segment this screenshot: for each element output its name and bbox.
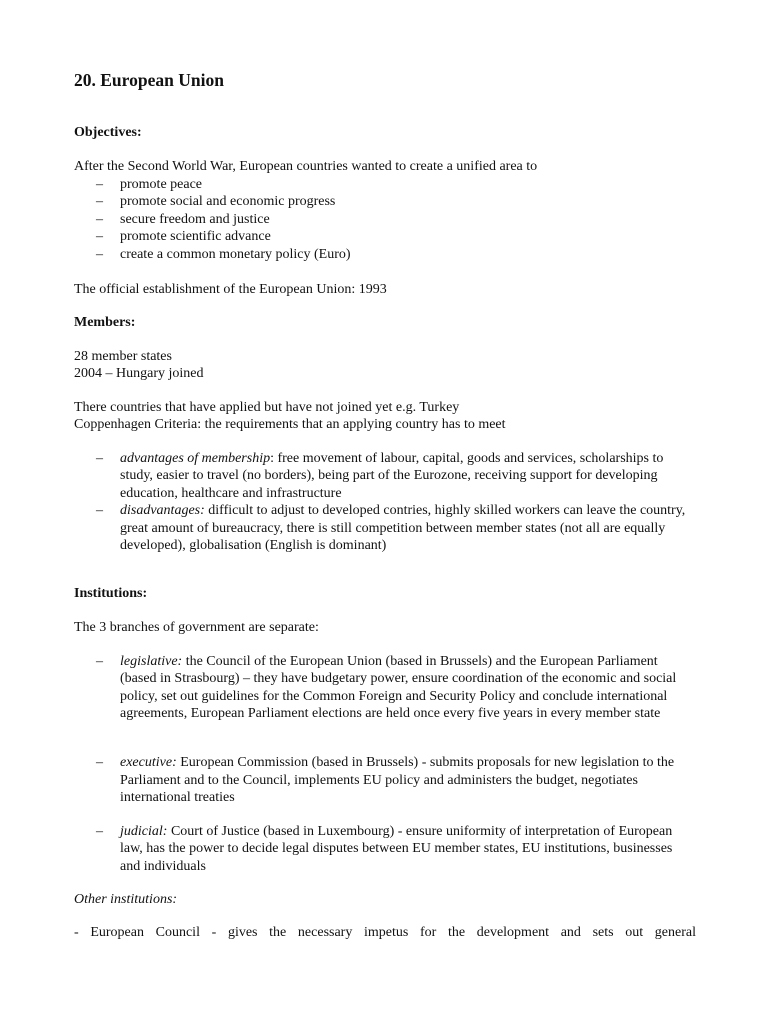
objectives-intro: After the Second World War, European countries wanted to create a unified area to	[74, 159, 538, 174]
objectives-list	[74, 176, 696, 264]
disadvantages-label: disadvantages:	[120, 503, 205, 518]
judicial-label: judicial:	[120, 823, 168, 839]
bullet-dash: –	[96, 653, 103, 669]
list-item: – promote social and economic progress	[96, 194, 336, 209]
hungary-joined: 2004 – Hungary joined	[74, 366, 204, 381]
page-title: 20. European Union	[74, 70, 224, 90]
list-item: – executive: European Commission (based in Brussels) - submits proposals for new legislation to the Parliament and to the Council, implements EU policy and administers the budget, negotiates international treaties	[96, 755, 675, 805]
list-item: – create a common monetary policy (Euro)	[96, 246, 351, 262]
institutions-intro: The 3 branches of government are separate:	[74, 620, 319, 635]
list-item: – secure freedom and justice	[96, 211, 270, 227]
objectives-heading: Objectives:	[74, 125, 142, 140]
list-item: – advantages of membership: free movement of labour, capital, goods and services, scholarships to study, easier to travel (no borders), being part of the Eurozone, receiving support for developing education, healthcare and infrastructure	[96, 450, 664, 501]
members-count: 28 member states	[74, 348, 172, 364]
bullet-dash: –	[96, 503, 103, 518]
members-heading: Members:	[74, 315, 136, 330]
other-institutions-heading: Other institutions:	[74, 891, 178, 907]
list-item: – disadvantages: difficult to adjust to developed contries, highly skilled workers can leave the country, great amount of bureaucracy, there is still competition between member states (not all are equally developed), globalisation (English is dominant)	[96, 503, 686, 553]
criteria-line: Coppenhagen Criteria: the requirements that an applying country has to meet	[74, 417, 506, 432]
advantages-label: advantages of membership	[120, 450, 271, 466]
establishment-line: The official establishment of the European Union: 1993	[74, 281, 387, 297]
list-item: – legislative: the Council of the European Union (based in Brussels) and the European Parliament (based in Strasbourg) – they have budgetary power, ensure coordination of the economic and social policy, set out guidelines for the Common Foreign and Security Policy and conclude international agreements, European Parliament elections are held once every five years in every member state	[96, 653, 677, 721]
branch-executive	[74, 754, 696, 807]
membership-points	[74, 450, 696, 555]
list-item: – judicial: Court of Justice (based in Luxembourg) - ensure uniformity of interpretation of European law, has the power to decide legal disputes between EU member states, EU institutions, businesses and individuals	[96, 823, 673, 874]
bullet-dash: –	[96, 755, 103, 770]
bullet-dash: –	[96, 823, 103, 839]
bullet-dash: –	[96, 229, 103, 244]
branch-legislative	[74, 653, 696, 723]
european-council-line: - European Council - gives the necessary impetus for the development and sets out general	[74, 925, 696, 940]
executive-label: executive:	[120, 755, 177, 770]
bullet-dash: –	[96, 211, 103, 227]
legislative-label: legislative:	[120, 653, 183, 669]
list-item: – promote scientific advance	[96, 229, 271, 244]
bullet-dash: –	[96, 176, 103, 192]
bullet-dash: –	[96, 194, 103, 209]
bullet-dash: –	[96, 246, 103, 262]
bullet-dash: –	[96, 450, 103, 466]
institutions-heading: Institutions:	[74, 586, 148, 601]
branch-judicial	[74, 823, 696, 876]
applicants-line: There countries that have applied but have not joined yet e.g. Turkey	[74, 399, 460, 415]
list-item: – promote peace	[96, 176, 203, 192]
